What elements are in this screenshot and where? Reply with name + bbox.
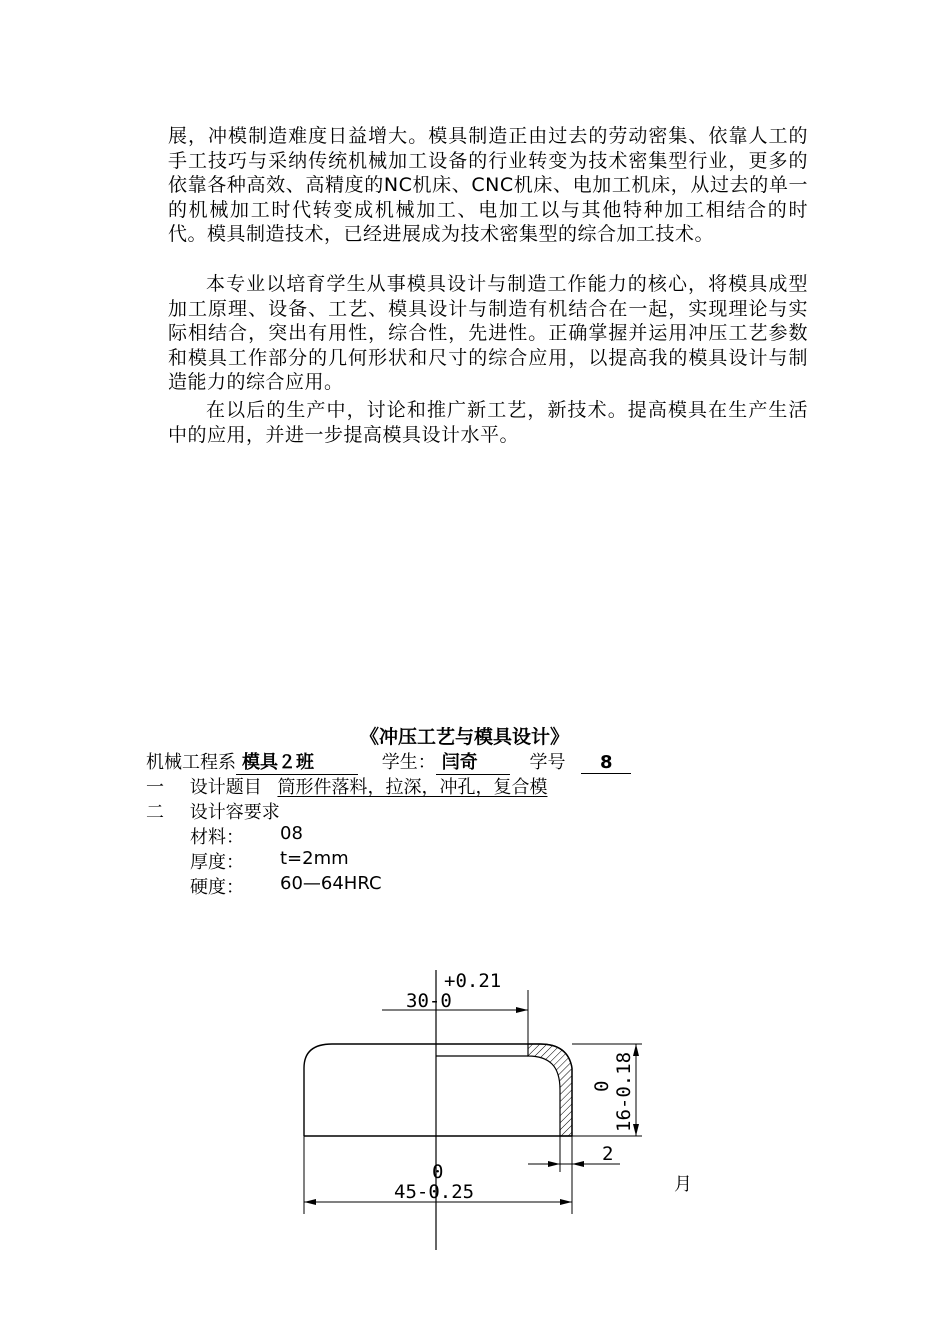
dim-height-zero: 0 bbox=[591, 1080, 613, 1092]
header-info-row bbox=[146, 748, 631, 775]
hatched-wall bbox=[528, 1044, 572, 1136]
body-paragraph-3 bbox=[168, 398, 808, 447]
part-outline bbox=[304, 1044, 572, 1136]
topic-number: 一 bbox=[146, 777, 164, 798]
paragraph-text: 展，冲模制造难度日益增大。模具制造正由过去的劳动密集、依靠人工的手工技巧与采纳传统机械加工设备的行业转变为技术密集型行业，更多的依靠各种高效、高精度的NC机床、CNC机床、电加工机床，从过去的单一的机械加工时代转变成机械加工、电加工以与其他特种加工相结合的时代。模具制造技术，已经进展成为技术密集型的综合加工技术。 bbox=[168, 125, 808, 245]
paragraph-text: 在以后的生产中，讨论和推广新工艺，新技术。提高模具在生产生活中的应用，并进一步提高模具设计水平。 bbox=[168, 399, 808, 446]
paragraph-text: 本专业以培育学生从事模具设计与制造工作能力的核心，将模具成型加工原理、设备、工艺、模具设计与制造有机结合在一起，实现理论与实际相结合，突出有用性，综合性，先进性。正确掌握并运用冲压工艺参数和模具工作部分的几何形状和尺寸的综合应用，以提高我的模具设计与制造能力的综合应用。 bbox=[168, 273, 808, 393]
topic-label: 设计题目 bbox=[189, 777, 262, 798]
class-value: 模具２班 bbox=[236, 748, 358, 775]
dept-label: 机械工程系 bbox=[146, 752, 236, 773]
part-drawing bbox=[290, 940, 670, 1260]
requirements-label: 设计容要求 bbox=[189, 802, 280, 823]
hardness-value: 60—64HRC bbox=[280, 873, 382, 894]
thickness-label: 厚度： bbox=[190, 852, 244, 873]
material-value: 08 bbox=[280, 823, 303, 844]
month-label: 月 bbox=[674, 1174, 692, 1195]
dim-top-value: 30-0 bbox=[406, 990, 452, 1012]
topic-row bbox=[146, 773, 547, 799]
id-value: 8 bbox=[581, 752, 631, 774]
body-paragraph-2 bbox=[168, 272, 808, 395]
student-value: 闫奇 bbox=[436, 748, 510, 775]
dim-thickness-value: 2 bbox=[602, 1143, 614, 1165]
student-label: 学生： bbox=[381, 752, 436, 773]
thickness-value: t=2mm bbox=[280, 848, 349, 869]
material-row bbox=[190, 823, 303, 849]
body-paragraph-1 bbox=[168, 124, 808, 247]
hardness-row bbox=[190, 873, 382, 899]
assignment-title: 《冲压工艺与模具设计》 bbox=[360, 726, 570, 748]
requirements-row bbox=[146, 798, 280, 824]
hardness-label: 硬度： bbox=[190, 877, 244, 898]
thickness-row bbox=[190, 848, 349, 874]
requirements-number: 二 bbox=[146, 802, 164, 823]
dim-bottom-value: 45-0.25 bbox=[394, 1181, 475, 1203]
dim-top-tolerance: +0.21 bbox=[444, 970, 502, 992]
topic-value: 筒形件落料，拉深，冲孔，复合模 bbox=[277, 777, 548, 798]
dim-bottom-zero: 0 bbox=[432, 1161, 444, 1183]
dim-height-value: 16-0.18 bbox=[613, 1051, 635, 1132]
material-label: 材料： bbox=[190, 827, 244, 848]
id-label: 学号 bbox=[529, 752, 566, 773]
